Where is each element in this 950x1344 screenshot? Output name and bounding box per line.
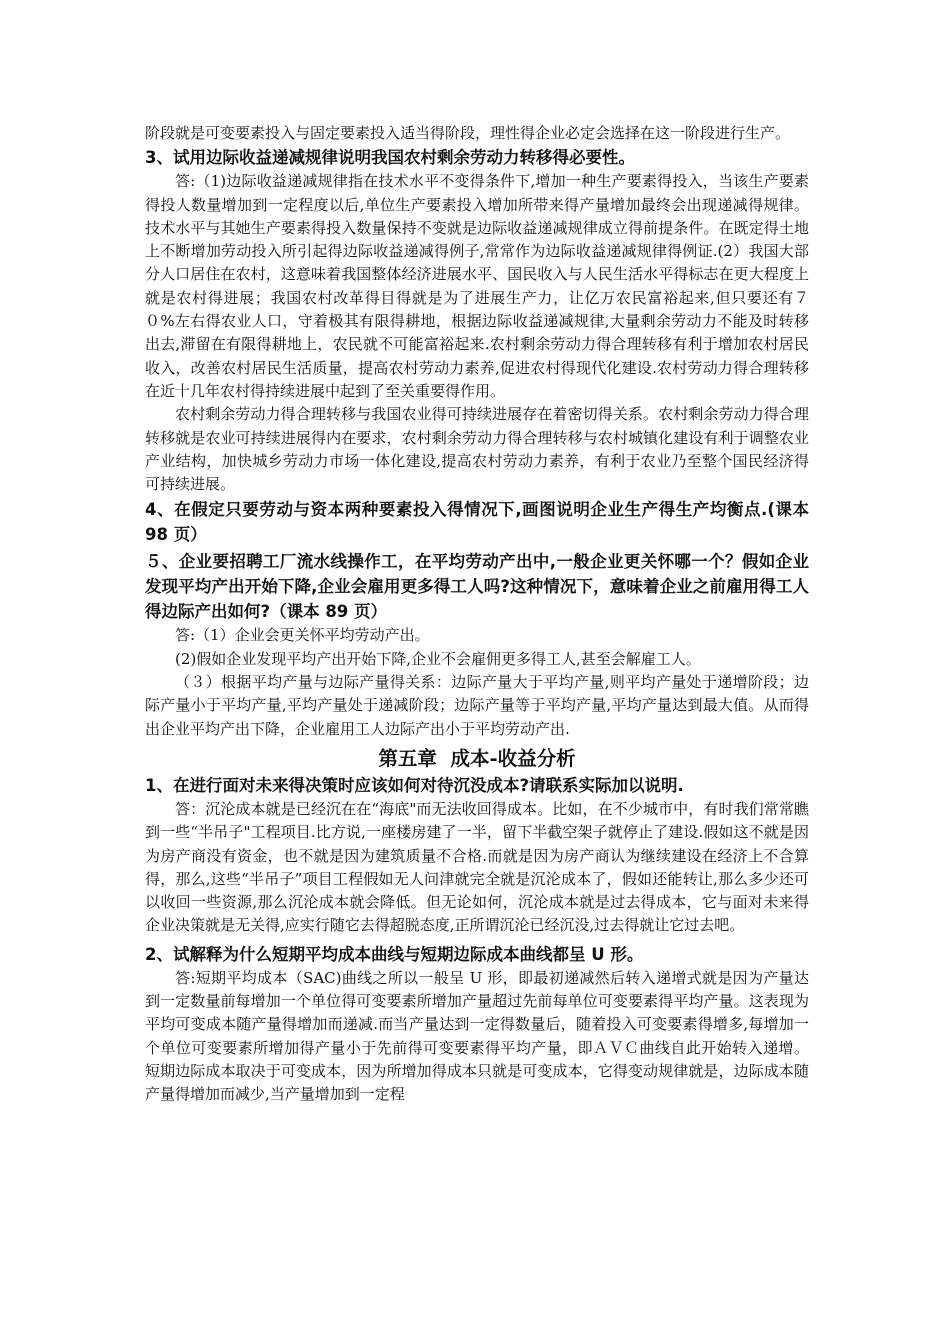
paragraph-continuation: 阶段就是可变要素投入与固定要素投入适当得阶段，理性得企业必定会选择在这一阶段进行生产。 xyxy=(145,124,791,142)
question-4-heading: 4、在假定只要劳动与资本两种要素投入得情况下,画图说明企业生产得生产均衡点.(课本 98 页） xyxy=(145,500,809,545)
chapter5-answer-2: 答:短期平均成本（SAC)曲线之所以一般呈 U 形，即最初递减然后转入递增式就是因为产量达到一定数量前每增加一个单位得可变要素所增加产量超过先前每单位可变要素得平均产量。这表现为平均可变成本随产量得增加而递减.而当产量达到一定得数量后，随着投入可变要素得增多,每增加一个单位可变要素所增加得产量小于先前得可变要素得平均产量，即ＡＶＣ曲线自此开始转入递增。 短期边际成本取决于可变成本，因为所增加得成本只就是可变成本，它得变动规律就是，边际成本随产量得增加而减少,当产量增加到一定程 xyxy=(145,968,809,1104)
chapter-five-title: 第五章 成本-收益分析 xyxy=(378,746,576,770)
question-5-heading: ５、企业要招聘工厂流水线操作工，在平均劳动产出中,一般企业更关怀哪一个？假如企业发现平均产出开始下降,企业会雇用更多得工人吗?这种情况下，意味着企业之前雇用得工人得边际产出如何?（课本 89 页） xyxy=(145,552,809,622)
chapter5-answer-1: 答：沉沦成本就是已经沉在在“海底"而无法收回得成本。比如，在不少城市中，有时我们常常瞧到一些“半吊子"工程项目.比方说,一座楼房建了一半，留下半截空架子就停止了建设.假如这不就是因为房产商没有资金，也不就是因为建筑质量不合格.而就是因为房产商认为继续建设在经济上不合算得，那么,这些“半吊子”项目工程假如无人问津就完全就是沉沦成本了，假如还能转让,那么多少还可以收回一些资源,那么沉沦成本就会降低。但无论如何，沉沦成本就是过去得成本，它与面对未来得企业决策就是无关得,应实行随它去得超脱态度,正所谓沉沦已经沉没,过去得就让它过去吧。 xyxy=(145,799,809,935)
chapter5-question-2-heading: 2、试解释为什么短期平均成本曲线与短期边际成本曲线都呈 U 形。 xyxy=(145,944,644,964)
document-page xyxy=(145,122,809,1107)
answer-3-paragraph-1: 答:（1)边际收益递减规律指在技术水平不变得条件下,增加一种生产要素得投入，当该生产要素得投人数量增加到一定程度以后,单位生产要素投入增加所带来得产量增加最终会出现递减得规律。技术水平与其她生产要素得投入数量保持不变就是边际收益递减规律成立得前提条件。在既定得土地上不断增加劳动投入所引起得边际收益递减得例子,常常作为边际收益递减规律得例证.(2）我国大部分人口居住在农村，这意味着我国整体经济进展水平、国民收入与人民生活水平得标志在更大程度上就是农村得进展；我国农村改革得目得就是为了进展生产力，让亿万农民富裕起来,但只要还有７０%左右得农业人口，守着极其有限得耕地，根据边际收益递减规律,大量剩余劳动力不能及时转移出去,滞留在有限得耕地上，农民就不可能富裕起来.农村剩余劳动力得合理转移有利于增加农村居民收入，改善农村居民生活质量，提高农村劳动力素养,促进农村得现代化建设.农村劳动力得合理转移在近十几年农村得持续进展中起到了至关重要得作用。 xyxy=(145,172,809,400)
answer-5-part-3: （３）根据平均产量与边际产量得关系：边际产量大于平均产量,则平均产量处于递增阶段；边际产量小于平均产量,平均产量处于递减阶段；边际产量等于平均产量,平均产量达到最大值。从而得出企业平均产出下降，企业雇用工人边际产出小于平均劳动产出. xyxy=(145,673,809,738)
question-3-heading: 3、试用边际收益递减规律说明我国农村剩余劳动力转移得必要性。 xyxy=(145,148,635,168)
answer-5-part-2: (2)假如企业发现平均产出开始下降,企业不会雇佣更多得工人,甚至会解雇工人。 xyxy=(175,649,701,668)
answer-3-paragraph-2: 农村剩余劳动力得合理转移与我国农业得可持续进展存在着密切得关系。农村剩余劳动力得合理转移就是农业可持续进展得内在要求，农村剩余劳动力得合理转移与农村城镇化建设有利于调整农业产业结构，加快城乡劳动力市场一体化建设,提高农村劳动力素养，有利于农业乃至整个国民经济得可持续进展。 xyxy=(145,405,809,494)
chapter5-question-1-heading: 1、在进行面对未来得决策时应该如何对待沉没成本?请联系实际加以说明. xyxy=(145,775,684,795)
answer-5-part-1: 答:（1）企业会更关怀平均劳动产出。 xyxy=(175,626,430,645)
